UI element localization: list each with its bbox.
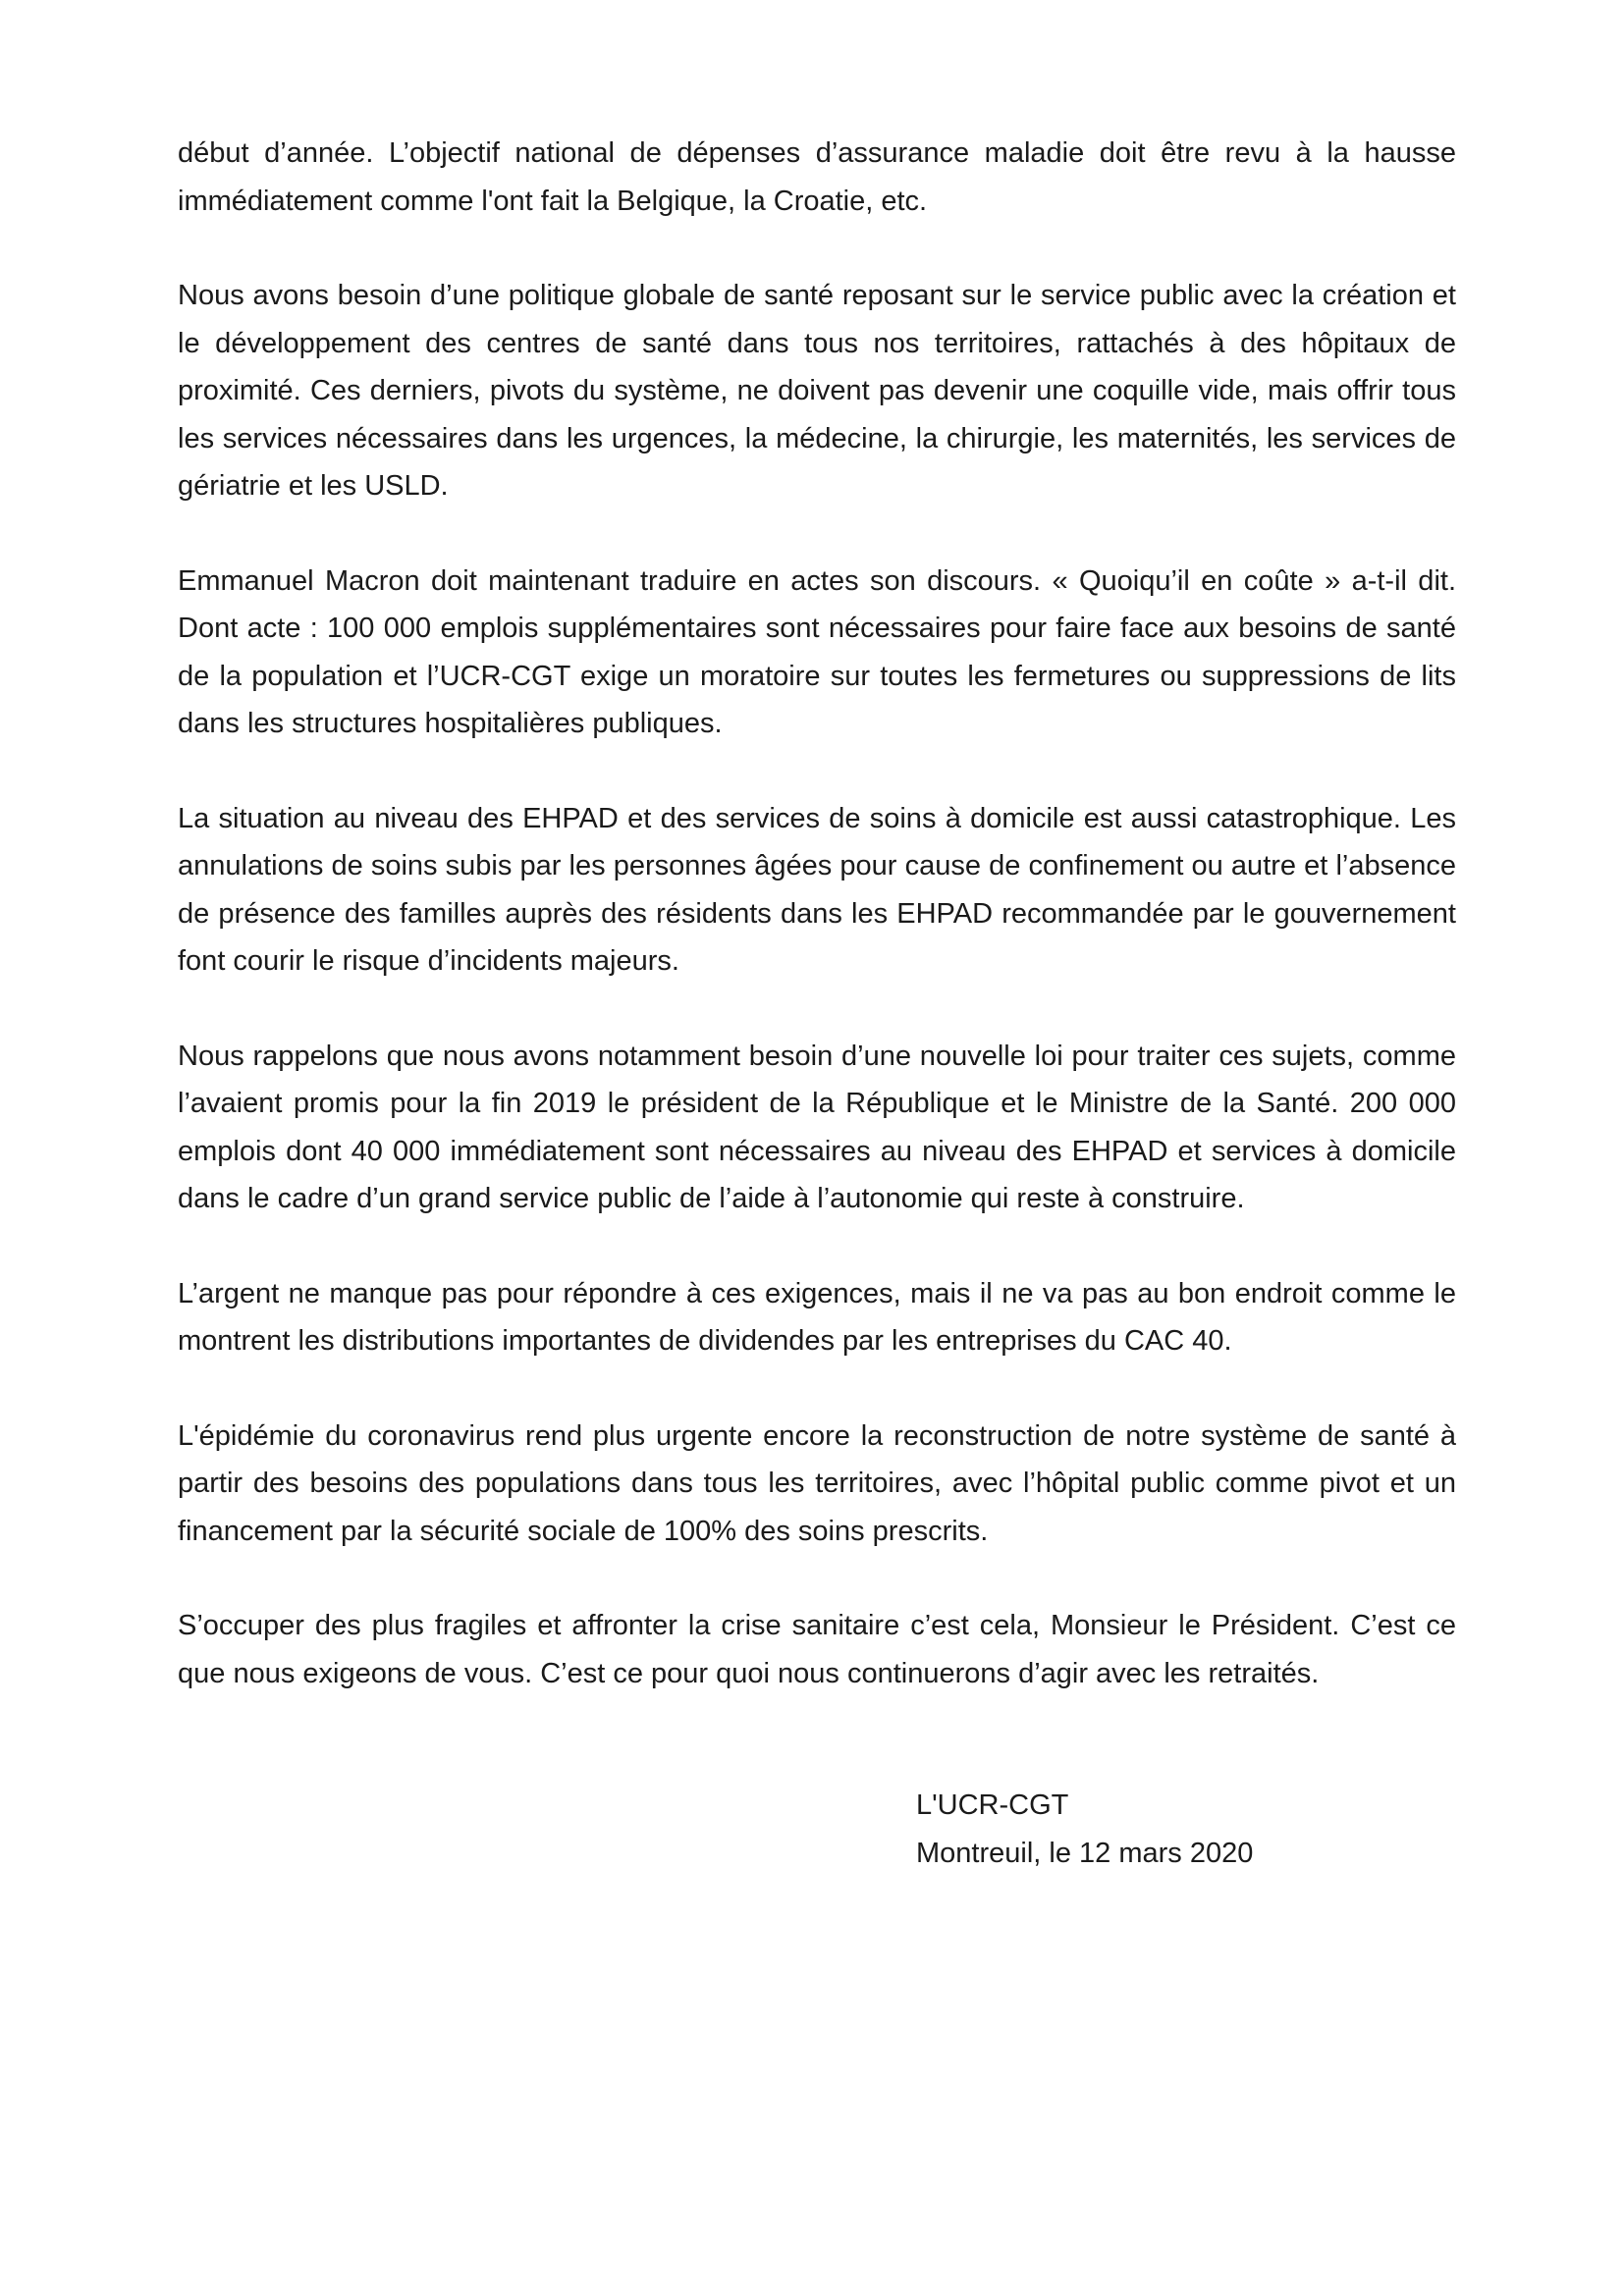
paragraph-7: L'épidémie du coronavirus rend plus urgente encore la reconstruction de notre système de santé à partir des besoins des populations dans tous les territoires, avec l’hôpital public comme pivot et un financement par la sécurité sociale de 100% des soins prescrits. — [178, 1419, 1456, 1547]
paragraph-3: Emmanuel Macron doit maintenant traduire en actes son discours. « Quoiqu’il en coûte » a-t-il dit. Dont acte : 100 000 emplois supplémentaires sont nécessaires pour faire face aux besoins de santé de la population et l’UCR-CGT exige un moratoire sur toutes les fermetures ou suppressions de lits dans les structures hospitalières publiques. — [178, 564, 1456, 739]
paragraph-1: début d’année. L’objectif national de dépenses d’assurance maladie doit être revu à la hausse immédiatement comme l'ont fait la Belgique, la Croatie, etc. — [178, 137, 1456, 217]
paragraph-2: Nous avons besoin d’une politique globale de santé reposant sur le service public avec la création et le développement des centres de santé dans tous nos territoires, rattachés à des hôpitaux de proximité. Ces derniers, pivots du système, ne doivent pas devenir une coquille vide, mais offrir tous les services nécessaires dans les urgences, la médecine, la chirurgie, les maternités, les services de gériatrie et les USLD. — [178, 280, 1456, 502]
signature-place-date: Montreuil, le 12 mars 2020 — [916, 1837, 1254, 1869]
letter-body — [178, 130, 1456, 1744]
paragraph-5: Nous rappelons que nous avons notamment besoin d’une nouvelle loi pour traiter ces sujets, comme l’avaient promis pour la fin 2019 le président de la République et le Ministre de la Santé. 200 000 emplois dont 40 000 immédiatement sont nécessaires au niveau des EHPAD et services à domicile dans le cadre d’un grand service public de l’aide à l’autonomie qui reste à construire. — [178, 1040, 1456, 1214]
signature-block — [916, 1782, 1253, 1877]
paragraph-6: L’argent ne manque pas pour répondre à ces exigences, mais il ne va pas au bon endroit comme le montrent les distributions importantes de dividendes par les entreprises du CAC 40. — [178, 1277, 1456, 1357]
paragraph-4: La situation au niveau des EHPAD et des services de soins à domicile est aussi catastrophique. Les annulations de soins subis par les personnes âgées pour cause de confinement ou autre et l’absence de présence des familles auprès des résidents dans les EHPAD recommandée par le gouvernement font courir le risque d’incidents majeurs. — [178, 802, 1456, 977]
signature-organization: L'UCR-CGT — [916, 1789, 1069, 1821]
paragraph-8: S’occuper des plus fragiles et affronter la crise sanitaire c’est cela, Monsieur le Président. C’est ce que nous exigeons de vous. C’est ce pour quoi nous continuerons d’agir avec les retraités. — [178, 1610, 1456, 1689]
